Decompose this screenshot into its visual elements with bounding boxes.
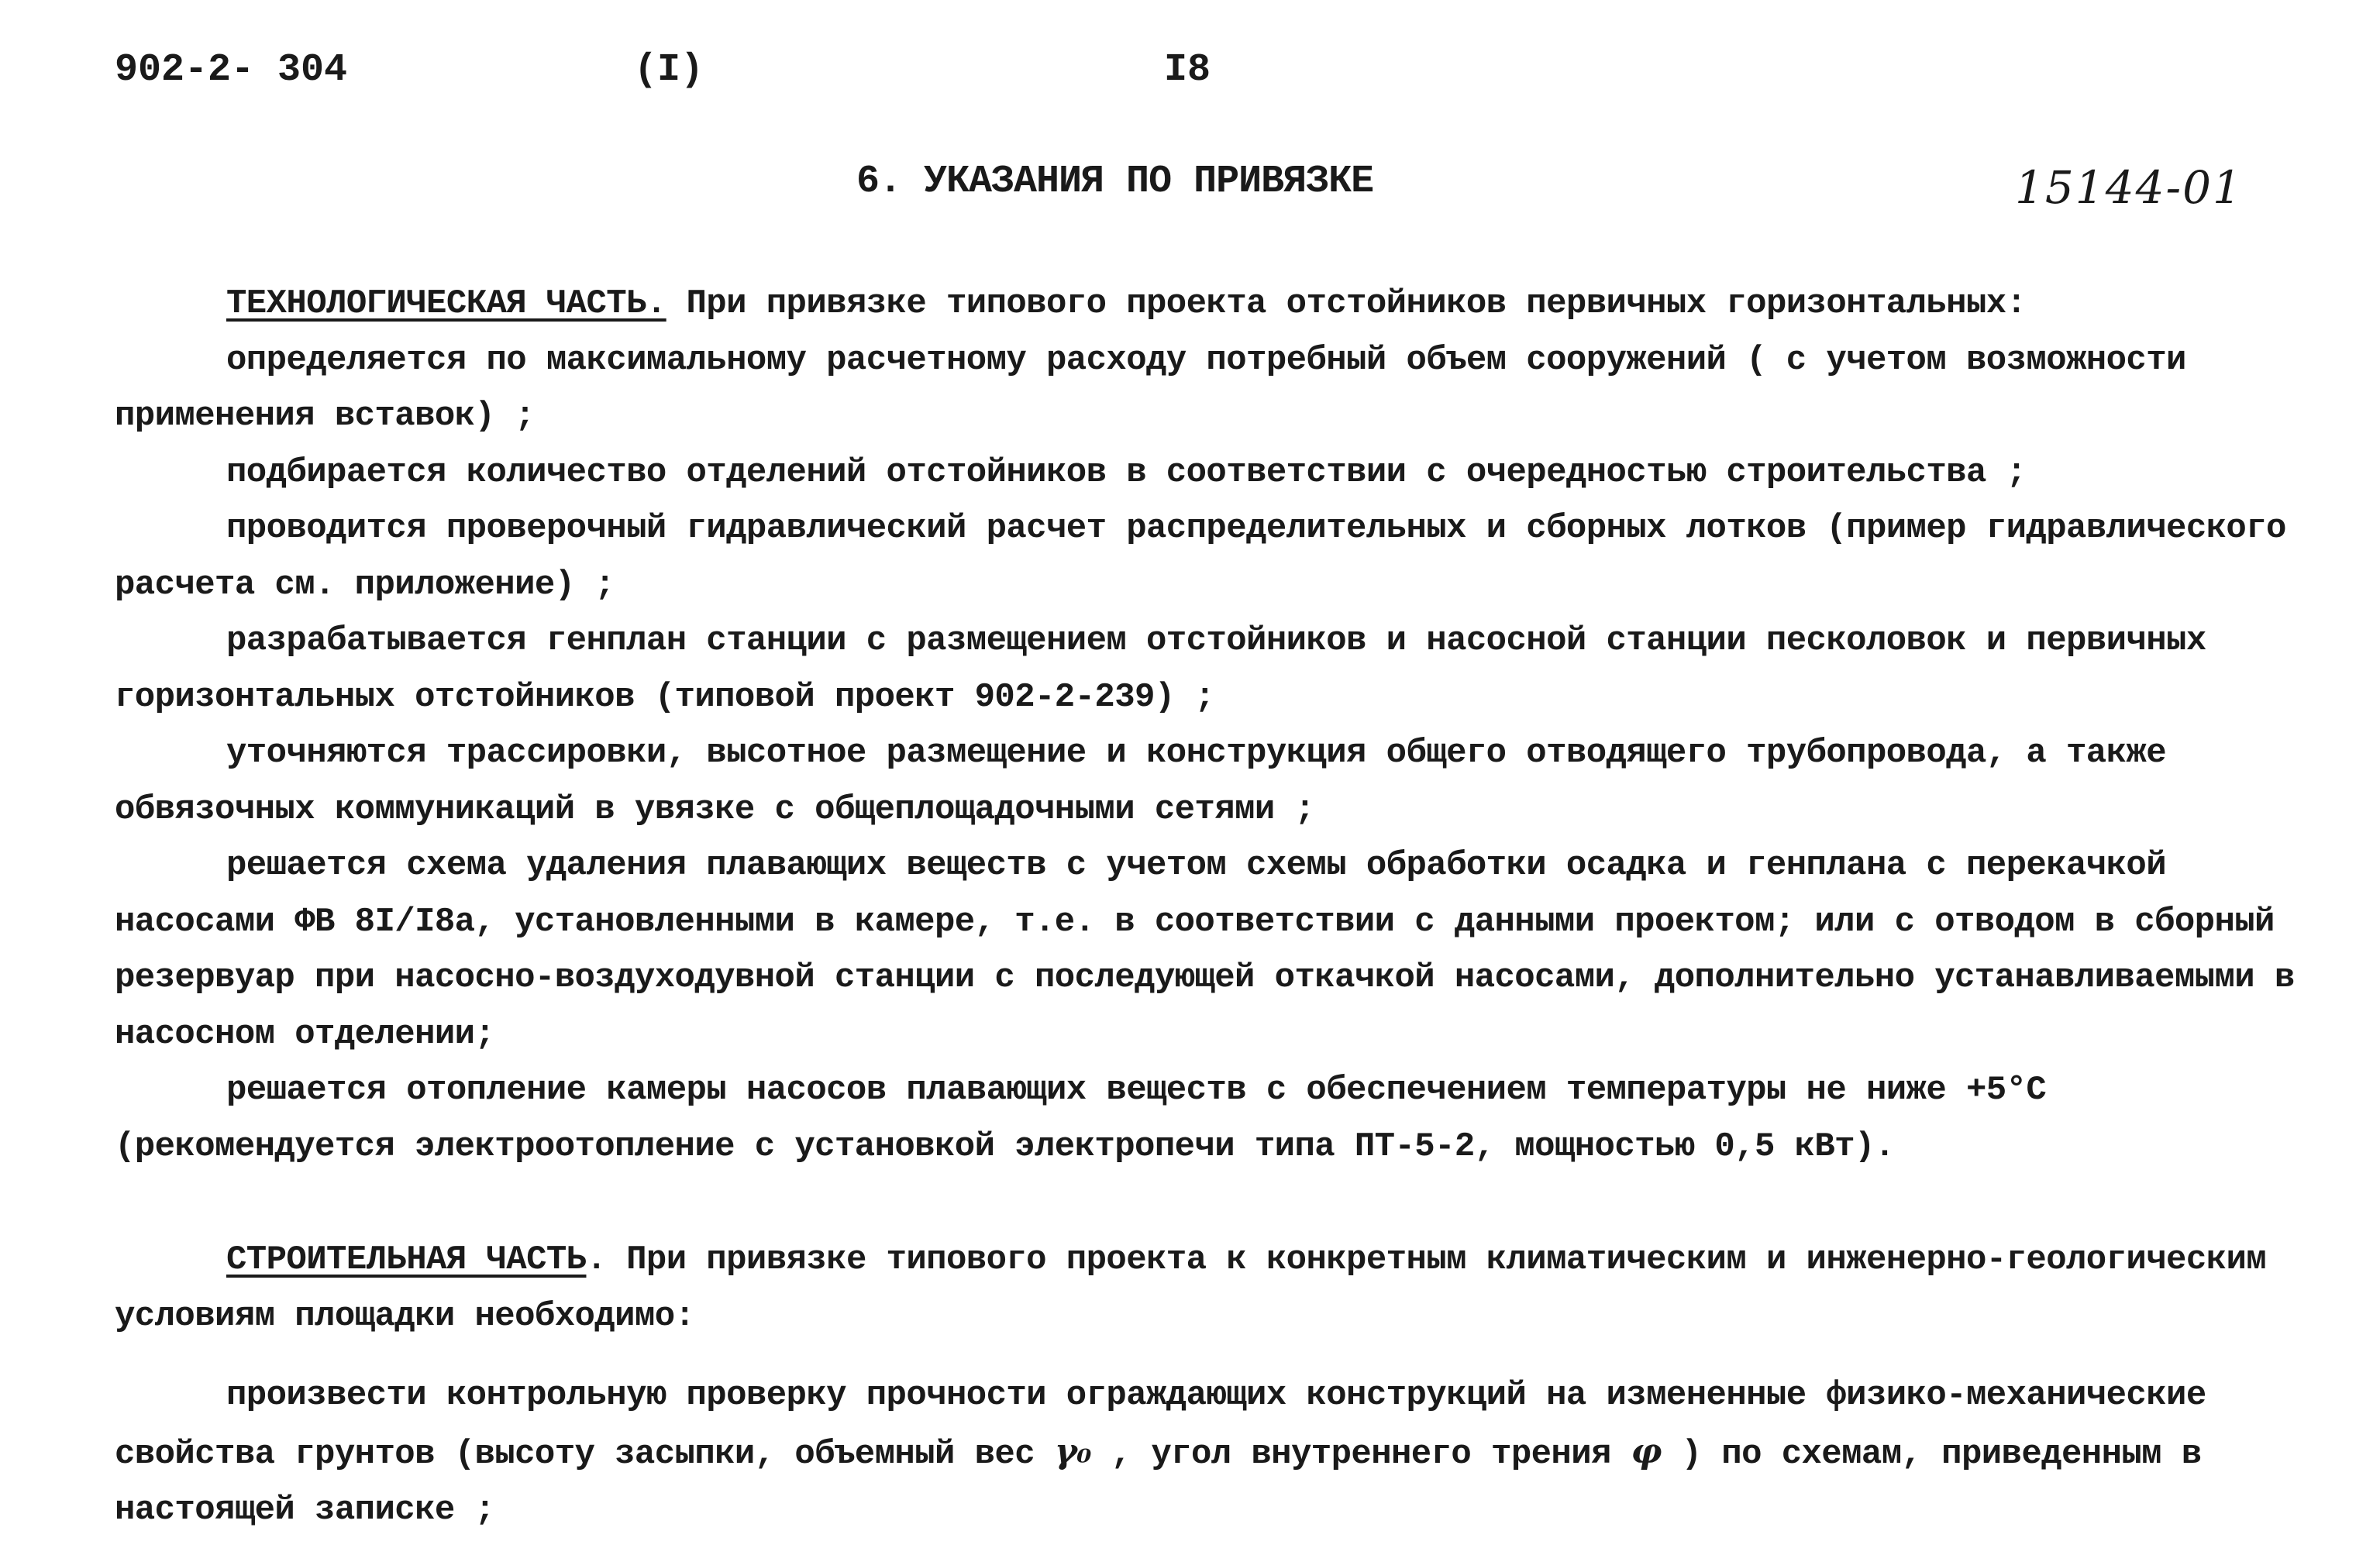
- page-number: I8: [1164, 48, 1211, 92]
- technological-intro-text: При привязке типового проекта отстойников первичных горизонтальных:: [666, 284, 2027, 323]
- volume-number: (I): [634, 48, 704, 92]
- construction-heading: СТРОИТЕЛЬНАЯ ЧАСТЬ: [226, 1240, 587, 1279]
- list-item: уточняются трассировки, высотное размещение и конструкция общего отводящего трубопровода, а также обвязочных коммуникаций в увязке с общеплощадочными сетями ;: [115, 734, 2167, 829]
- construction-intro: [115, 1232, 2323, 1344]
- item-text-part: ) по схемам, приведенным в настоящей записке ;: [115, 1434, 2202, 1529]
- technological-heading: ТЕХНОЛОГИЧЕСКАЯ ЧАСТЬ.: [226, 284, 666, 323]
- list-item: проводится проверочный гидравлический расчет распределительных и сборных лотков (пример гидравлического расчета см. приложение) ;: [115, 509, 2286, 604]
- gamma-symbol: γ₀: [1054, 1431, 1091, 1471]
- technological-intro: [115, 276, 2323, 332]
- section-title: 6. УКАЗАНИЯ ПО ПРИВЯЗКЕ: [856, 160, 1374, 204]
- item-text-part: произвести контрольную проверку прочности ограждающих конструкций на измененные физико-механические свойства грунтов (высоту засыпки, объемный вес: [115, 1376, 2206, 1474]
- construction-section: [115, 1232, 2323, 1539]
- construction-intro-text: . При привязке типового проекта к конкретным климатическим и инженерно-геологическим условиям площадки необходимо:: [115, 1240, 2267, 1336]
- list-item: определяется по максимальному расчетному расходу потребный объем сооружений ( с учетом возможности применения вставок) ;: [115, 340, 2186, 435]
- handwritten-code: 15144-01: [2015, 161, 2243, 214]
- list-item: решается отопление камеры насосов плавающих веществ с обеспечением температуры не ниже +5°С (рекомендуется электроотопление с установкой электропечи типа ПТ-5-2, мощностью 0,5 кВт).: [115, 1071, 2047, 1166]
- phi-symbol: φ: [1631, 1431, 1662, 1471]
- construction-item: [115, 1368, 2323, 1539]
- list-item: подбирается количество отделений отстойников в соответствии с очередностью строительства ;: [226, 452, 2027, 492]
- technological-section: [115, 276, 2323, 1175]
- list-item: решается схема удаления плавающих веществ с учетом схемы обработки осадка и генплана с перекачкой насосами ФВ 8I/I8а, установленными в камере, т.е. в соответствии с данными проектом; или с отводом в сборный резервуар при насосно-воздуходувной станции с последующей откачкой насосами, дополнительно устанавливаемыми в насосном отделении;: [115, 846, 2295, 1054]
- doc-number: 902-2- 304: [115, 48, 348, 92]
- list-item: разрабатывается генплан станции с размещением отстойников и насосной станции песколовок и первичных горизонтальных отстойников (типовой проект 902-2-239) ;: [115, 621, 2206, 717]
- item-text-part: , угол внутреннего трения: [1090, 1434, 1631, 1474]
